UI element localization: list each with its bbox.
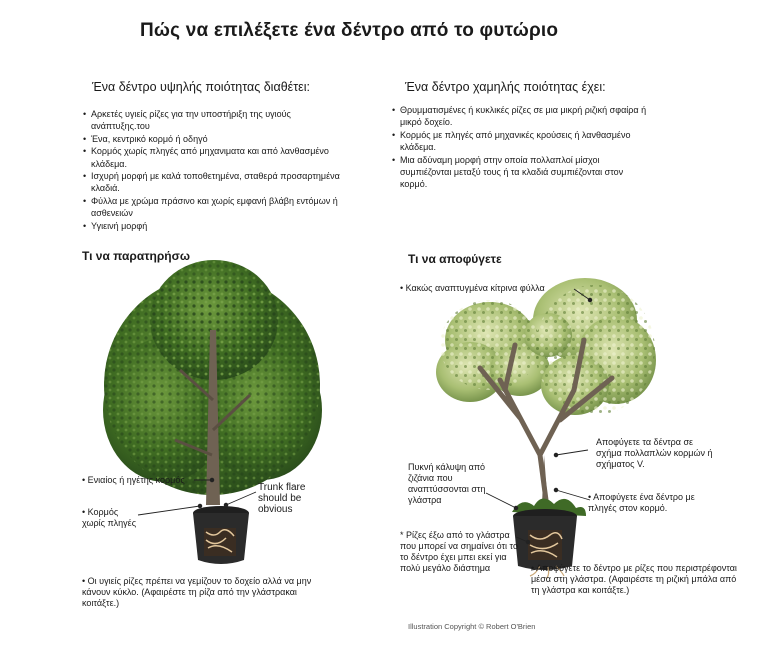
illustration-credit: Illustration Copyright © Robert O'Brien — [408, 622, 536, 631]
label-roots-outside: * Ρίζες έξω από το γλάστρα που μπορεί να σημαίνει ότι το το δέντρο έχει μπει εκεί για πολύ μεγάλο διάστημα — [400, 530, 518, 573]
list-item: • Υγιεινή μορφή — [83, 220, 345, 232]
label-no-wounds: • Κορμός χωρίς πληγές — [82, 507, 142, 529]
label-weeds: Πυκνή κάλυψη από ζιζάνια που αναπτύσσονται στη γλάστρα — [408, 462, 486, 505]
list-item: • Κορμός με πληγές από μηχανικές κρούσεις ή λανθασμένο κλάδεμα. — [392, 129, 648, 154]
list-item: • Κορμός χωρίς πληγές από μηχανιματα και από λανθασμένο κλάδεμα. — [83, 145, 345, 170]
label-v-shape: Αποφύγετε τα δέντρα σε σχήμα πολλαπλών κορμών ή σχήματος V. — [596, 437, 713, 469]
label-circling-roots: • Αποφύγετε το δέντρο με ρίζες που περιστρέφονται μέσα στη γλάστρα. (Αφαιρέστε τη ριζική μπάλα από τη γλάστρα και κοιτάξτε.) — [531, 563, 745, 596]
list-item: • Θρυμματισμένες ή κυκλικές ρίζες σε μια μικρή ριζική σφαίρα ή μικρό δοχείο. — [392, 104, 648, 129]
right-subheading: Τι να αποφύγετε — [408, 252, 502, 266]
list-item: • Μια αδύναμη μορφή στην οποία πολλαπλοί μίσχοι συμπιέζονται μεταξύ τους ή τα κλαδιά συμπιέζονται στον κορμό. — [392, 154, 648, 191]
label-trunk-flare: Trunk flare should be obvious — [258, 482, 306, 515]
list-item: • Φύλλα με χρώμα πράσινο και χωρίς εμφανή βλάβη εντόμων ή ασθενειών — [83, 195, 345, 220]
good-heading: Ένα δέντρο υψηλής ποιότητας διαθέτει: — [92, 80, 310, 94]
left-subheading: Τι να παρατηρήσω — [82, 249, 190, 263]
label-leader: • Ενιαίος ή ηγέτης κορμός — [82, 475, 212, 486]
bad-heading: Ένα δέντρο χαμηλής ποιότητας έχει: — [405, 80, 606, 94]
unhealthy-tree-canopy — [436, 278, 656, 415]
list-item: • Ισχυρή μορφή με καλά τοποθετημένα, σταθερά προσαρτημένα κλαδιά. — [83, 170, 345, 195]
label-healthy-roots: • Οι υγιείς ρίζες πρέπει να γεμίζουν το δοχείο αλλά να μην κάνουν κύκλο. (Αφαιρέστε τη ρίζα από την γλάστρακαι κοιτάξτε.) — [82, 576, 324, 609]
label-yellow-leaves: • Κακώς αναπτυγμένα κίτρινα φύλλα — [400, 283, 580, 294]
list-item: • Ένα, κεντρικό κορμό ή οδηγό — [83, 133, 345, 145]
healthy-tree-pot — [193, 506, 249, 564]
page-title: Πώς να επιλέξετε ένα δέντρο από το φυτώριο — [140, 20, 559, 41]
label-wounded-trunk: • Αποφύγετε ένα δέντρο με πληγές στον κορμό. — [588, 492, 718, 514]
list-item: • Αρκετές υγιείς ρίζες για την υποστήριξη της υγιούς ανάπτυξης.του — [83, 108, 345, 133]
